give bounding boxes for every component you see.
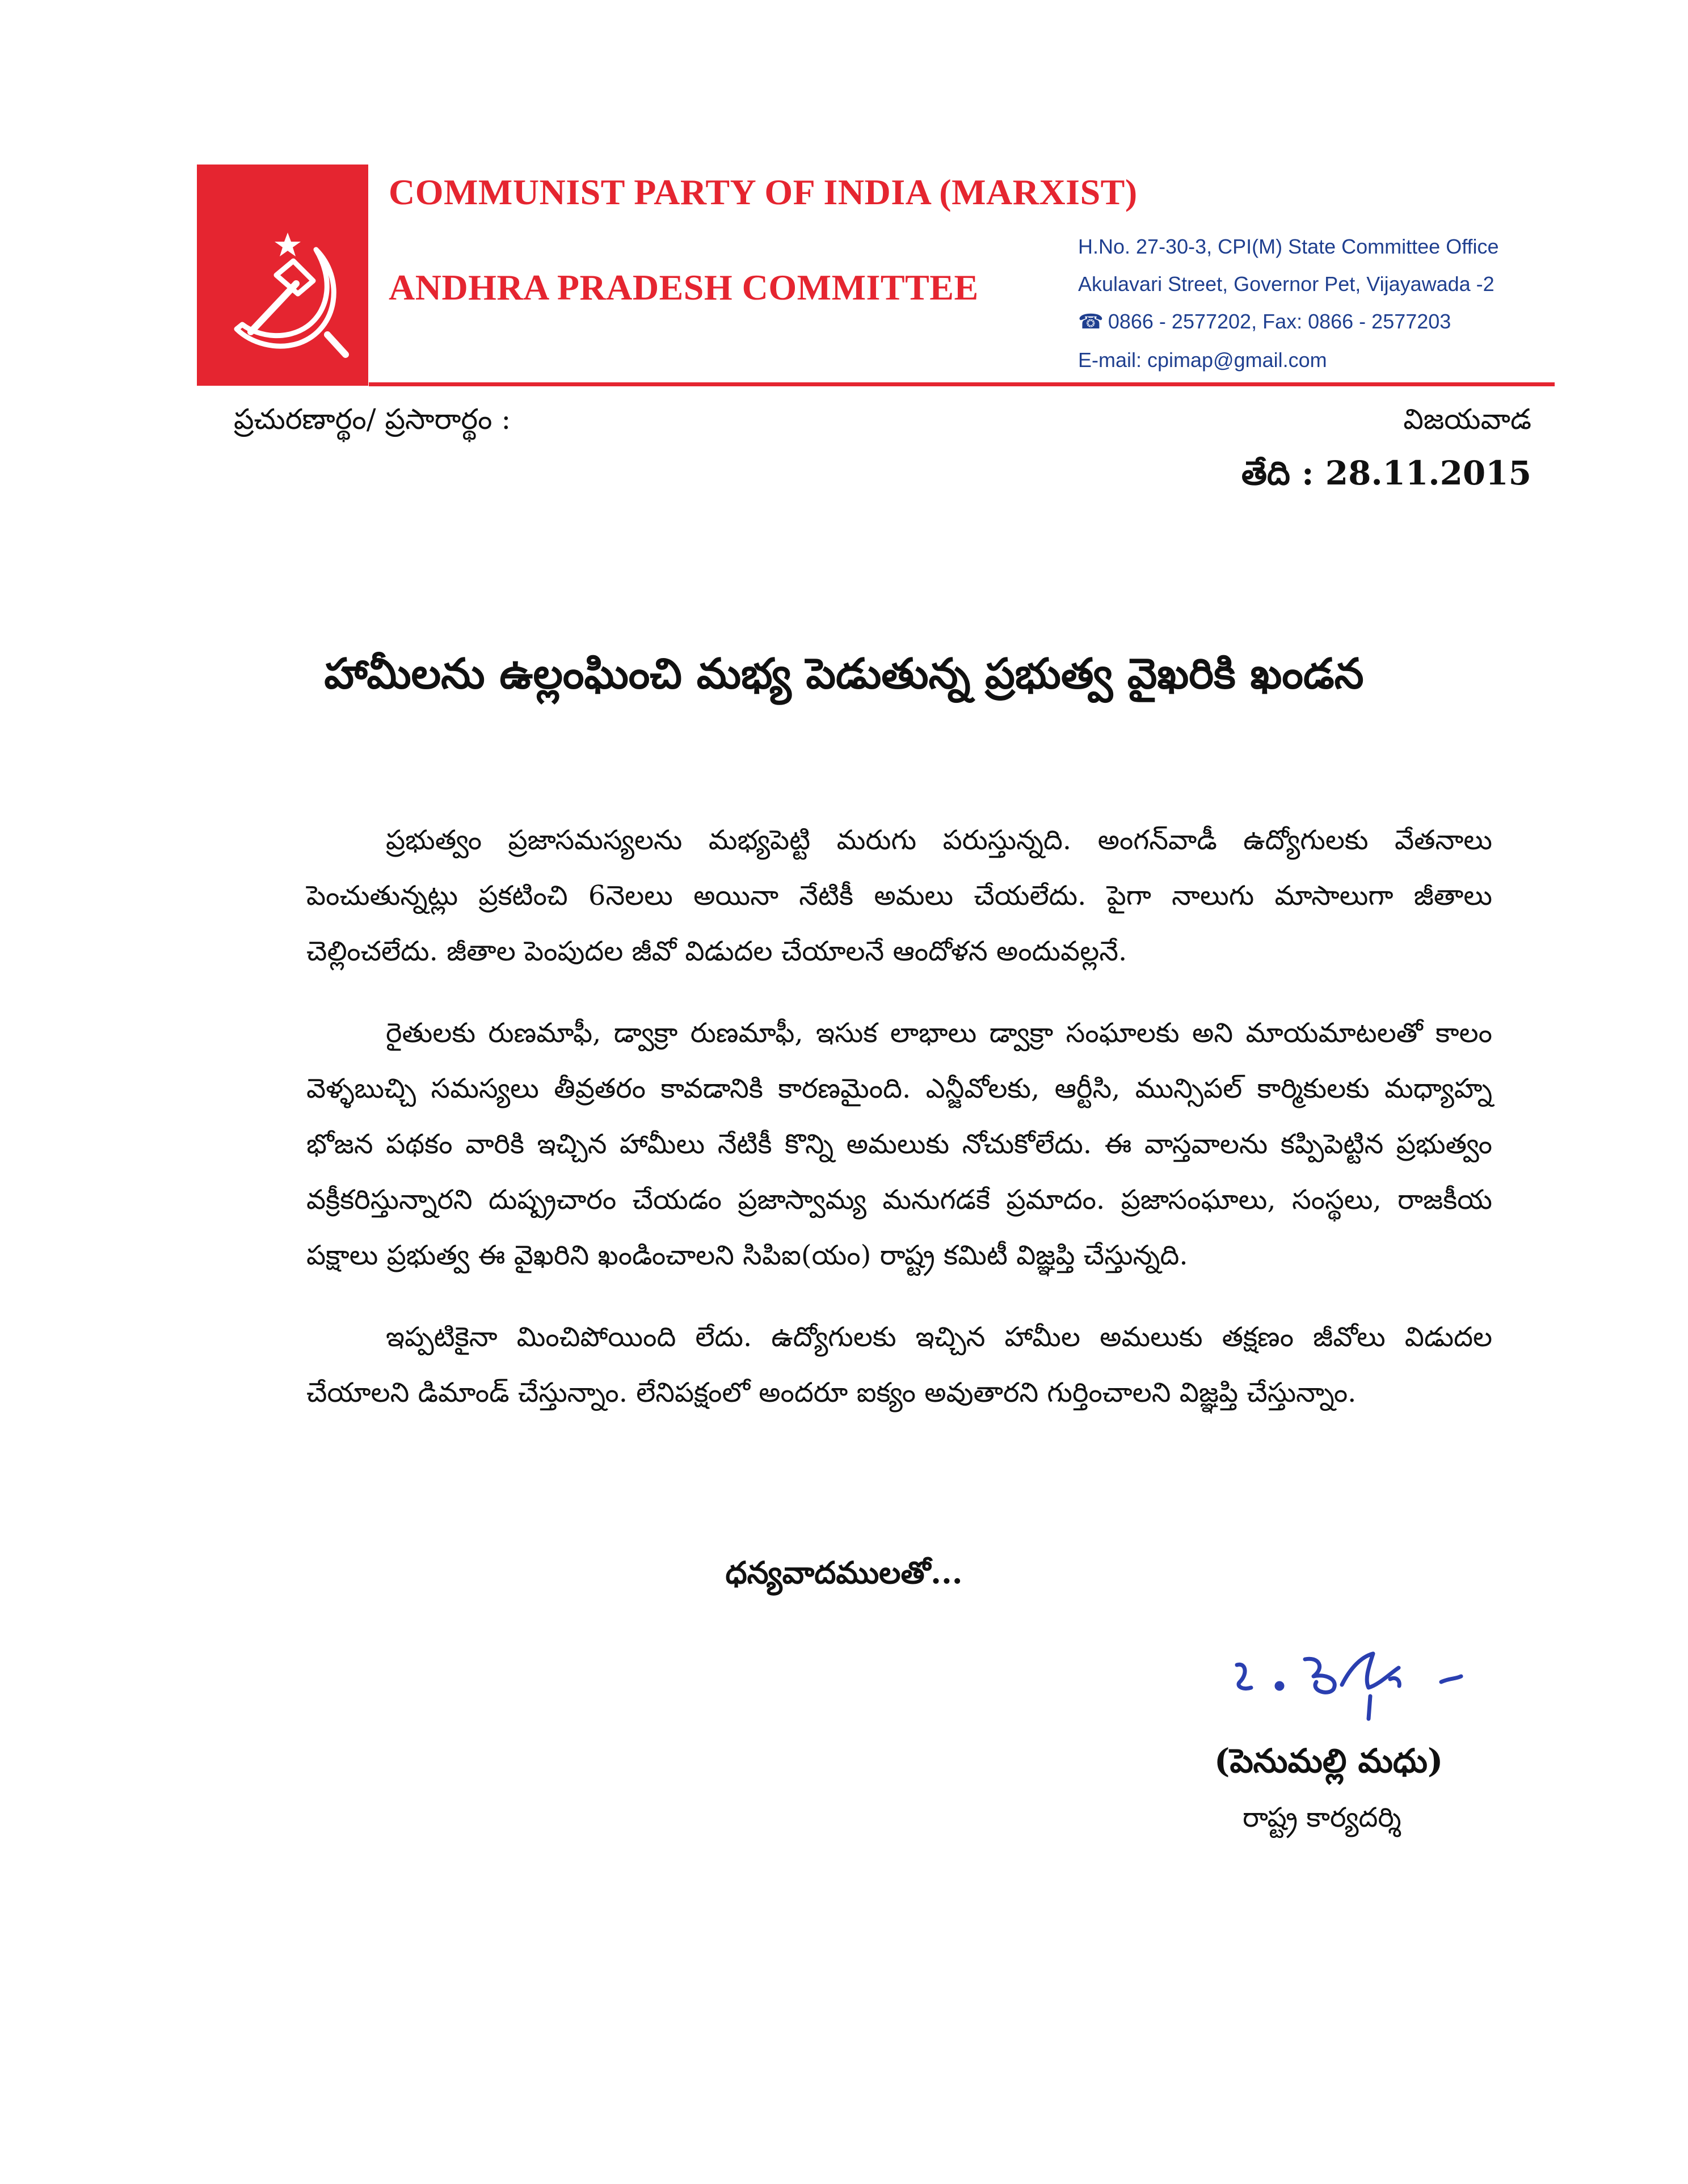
committee-name: ANDHRA PRADESH COMMITTEE: [389, 267, 979, 307]
phone-fax-line: [1078, 310, 1451, 334]
signer-role: రాష్ట్ర కార్యదర్శి: [1243, 1802, 1401, 1833]
email-line: E-mail: cpimap@gmail.com: [1078, 348, 1327, 372]
party-logo: [197, 165, 368, 386]
body-paragraph-2: రైతులకు రుణమాఫీ, డ్వాక్రా రుణమాఫీ, ఇసుక లాభాలు డ్వాక్రా సంఘాలకు అని మాయమాటలతో కాలం వెళ్ళబుచ్చి సమస్యలు తీవ్రతరం కావడానికి కారణమైంది. ఎన్జీవోలకు, ఆర్టీసి, మున్సిపల్ కార్మికులకు మధ్యాహ్న భోజన పథకం వారికి ఇచ్చిన హామీలు నేటికీ కొన్ని అమలుకు నోచుకోలేదు. ఈ వాస్తవాలను కప్పిపెట్టిన ప్రభుత్వం వక్రీకరిస్తున్నారని దుష్ప్రచారం చేయడం ప్రజాస్వామ్య మనుగడకే ప్రమాదం. ప్రజాసంఘాలు, సంస్థలు, రాజకీయ పక్షాలు ప్రభుత్వ ఈ వైఖరిని ఖండించాలని సిపిఐ(యం) రాష్ట్ర కమిటీ విజ్ఞప్తి చేస్తున్నది.: [306, 1017, 1492, 1271]
phone-fax-text: 0866 - 2577202, Fax: 0866 - 2577203: [1108, 310, 1451, 333]
body-paragraph-1: ప్రభుత్వం ప్రజాసమస్యలను మభ్యపెట్టి మరుగు పరుస్తున్నది. అంగన్‌వాడీ ఉద్యోగులకు వేతనాలు పెంచుతున్నట్లు ప్రకటించి 6నెలలు అయినా నేటికీ అమలు చేయలేదు. పైగా నాలుగు మాసాలుగా జీతాలు చెల్లించలేదు. జీతాల పెంపుదల జీవో విడుదల చేయాలనే ఆందోళన అందువల్లనే.: [306, 824, 1492, 967]
header-divider: [369, 382, 1555, 386]
date-label: తేది : 28.11.2015: [1241, 454, 1531, 492]
for-publication-label: ప్రచురణార్థం/ ప్రసారార్థం :: [234, 403, 511, 436]
signer-name: (పెనుమల్లి మధు): [1214, 1742, 1443, 1780]
body-paragraph-3: ఇప్పటికైనా మించిపోయింది లేదు. ఉద్యోగులకు ఇచ్చిన హామీల అమలుకు తక్షణం జీవోలు విడుదల చేయాలని డిమాండ్ చేస్తున్నాం. లేనిపక్షంలో అందరూ ఐక్యం అవుతారని గుర్తించాలని విజ్ఞప్తి చేస్తున్నాం.: [306, 1321, 1492, 1409]
phone-icon: ☎: [1078, 310, 1104, 333]
address-line-2: Akulavari Street, Governor Pet, Vijayawada -2: [1078, 272, 1495, 296]
press-release-headline: హామీలను ఉల్లంఘించి మభ్య పెడుతున్న ప్రభుత్వ వైఖరికి ఖండన: [324, 650, 1364, 698]
hammer-sickle-star-icon: [197, 165, 368, 386]
city-label: విజయవాడ: [1403, 403, 1531, 436]
closing-thanks: ధన్యవాదములతో...: [725, 1554, 963, 1591]
handwritten-signature: [1220, 1634, 1515, 1730]
press-release-body: [306, 812, 1492, 1447]
org-name: COMMUNIST PARTY OF INDIA (MARXIST): [389, 172, 1138, 212]
address-line-1: H.No. 27-30-3, CPI(M) State Committee Office: [1078, 235, 1499, 258]
